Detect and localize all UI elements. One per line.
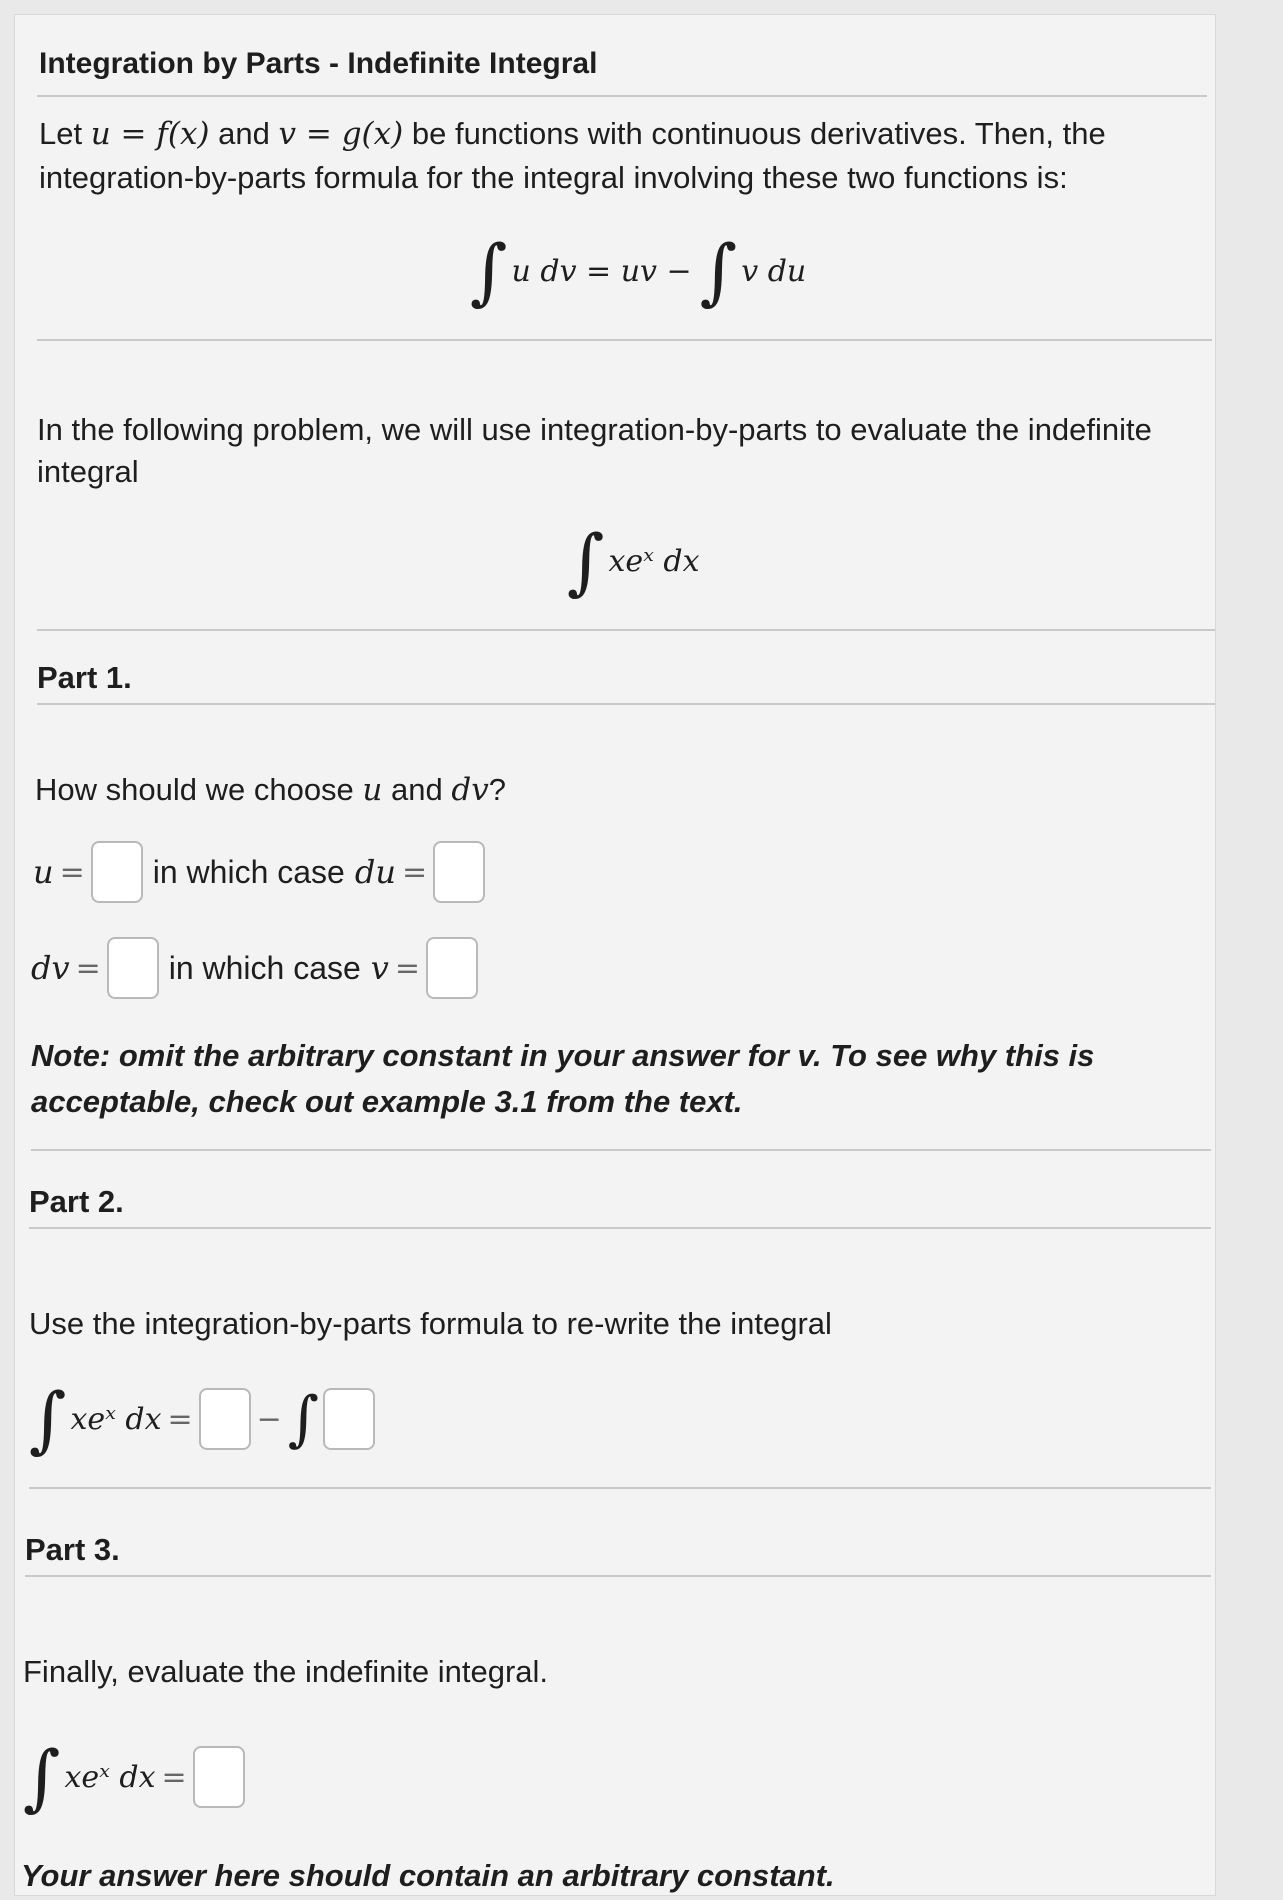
var-v: v bbox=[370, 949, 389, 987]
answer-row-dv bbox=[31, 937, 478, 999]
part2-equation bbox=[29, 1377, 375, 1461]
formula-rhs: v du bbox=[741, 253, 807, 289]
equals-sign: = bbox=[167, 1401, 193, 1437]
divider bbox=[29, 1487, 1211, 1489]
intro-line-2: integration-by-parts formula for the integral involving these two functions is: bbox=[39, 160, 1068, 195]
equals-sign: = bbox=[75, 950, 101, 986]
divider bbox=[29, 1227, 1211, 1229]
part3-equation bbox=[23, 1735, 245, 1819]
minus-sign: − bbox=[256, 1401, 282, 1437]
divider bbox=[37, 95, 1207, 97]
equals-sign: = bbox=[161, 1759, 187, 1795]
page-title: Integration by Parts - Indefinite Integral bbox=[39, 47, 598, 80]
intro-rest: be functions with continuous derivatives. Then, the bbox=[411, 116, 1106, 151]
question-text: How should we choose bbox=[35, 772, 354, 807]
du-answer-input[interactable] bbox=[433, 841, 485, 903]
divider bbox=[37, 629, 1215, 631]
question-u: u bbox=[362, 772, 383, 808]
intro-line-1 bbox=[39, 113, 1106, 155]
question-dv: dv bbox=[451, 772, 489, 808]
part2-heading: Part 2. bbox=[29, 1184, 124, 1219]
problem-integrand: xeˣ dx bbox=[608, 543, 700, 579]
vdu-answer-input[interactable] bbox=[323, 1388, 375, 1450]
problem-line-1: In the following problem, we will use integration-by-parts to evaluate the indefinite bbox=[37, 412, 1152, 447]
part3-instruction: Finally, evaluate the indefinite integral. bbox=[23, 1654, 549, 1689]
formula-lhs: u dv = uv − bbox=[511, 253, 692, 289]
divider bbox=[25, 1575, 1211, 1577]
intro-let: Let bbox=[39, 116, 83, 151]
part1-question bbox=[35, 769, 506, 811]
integral-sign: ∫ bbox=[23, 1735, 61, 1819]
problem-integral bbox=[567, 519, 700, 603]
integral-sign: ∫ bbox=[567, 519, 605, 603]
part3-heading: Part 3. bbox=[25, 1532, 120, 1567]
answer-row-u bbox=[33, 841, 485, 903]
var-u: u bbox=[33, 853, 54, 891]
v-answer-input[interactable] bbox=[426, 937, 478, 999]
equals-sign: = bbox=[59, 854, 85, 890]
intro-v-eq: v = g(x) bbox=[278, 116, 404, 152]
part1-note-line-1: Note: omit the arbitrary constant in your answer for v. To see why this is bbox=[31, 1038, 1095, 1073]
part2-instruction: Use the integration-by-parts formula to re-write the integral bbox=[29, 1306, 832, 1341]
question-mark: ? bbox=[488, 772, 506, 807]
part2-integrand: xeˣ dx bbox=[70, 1401, 162, 1437]
divider bbox=[37, 703, 1215, 705]
equals-sign: = bbox=[394, 950, 421, 986]
intro-and: and bbox=[218, 116, 270, 151]
var-du: du bbox=[354, 853, 396, 891]
var-dv: dv bbox=[31, 949, 70, 987]
divider bbox=[37, 339, 1212, 341]
part1-note-line-2: acceptable, check out example 3.1 from the text. bbox=[31, 1084, 743, 1119]
integral-sign: ∫ bbox=[470, 229, 508, 313]
integral-sign: ∫ bbox=[699, 229, 738, 313]
which-case-text: in which case bbox=[152, 853, 345, 890]
intro-u-eq: u = f(x) bbox=[90, 116, 210, 152]
part1-heading: Part 1. bbox=[37, 660, 132, 695]
final-answer-input[interactable] bbox=[193, 1746, 245, 1808]
problem-page bbox=[14, 14, 1216, 1896]
question-and: and bbox=[391, 772, 443, 807]
uv-answer-input[interactable] bbox=[199, 1388, 251, 1450]
ibp-formula bbox=[470, 229, 807, 313]
problem-line-2: integral bbox=[37, 454, 139, 489]
equals-sign: = bbox=[401, 854, 428, 890]
dv-answer-input[interactable] bbox=[107, 937, 159, 999]
part3-note: Your answer here should contain an arbitrary constant. bbox=[21, 1858, 835, 1893]
which-case-text: in which case bbox=[168, 949, 361, 986]
part3-integrand: xeˣ dx bbox=[64, 1759, 156, 1795]
u-answer-input[interactable] bbox=[91, 841, 143, 903]
integral-sign: ∫ bbox=[287, 1384, 320, 1454]
divider bbox=[31, 1149, 1211, 1151]
integral-sign: ∫ bbox=[29, 1377, 67, 1461]
